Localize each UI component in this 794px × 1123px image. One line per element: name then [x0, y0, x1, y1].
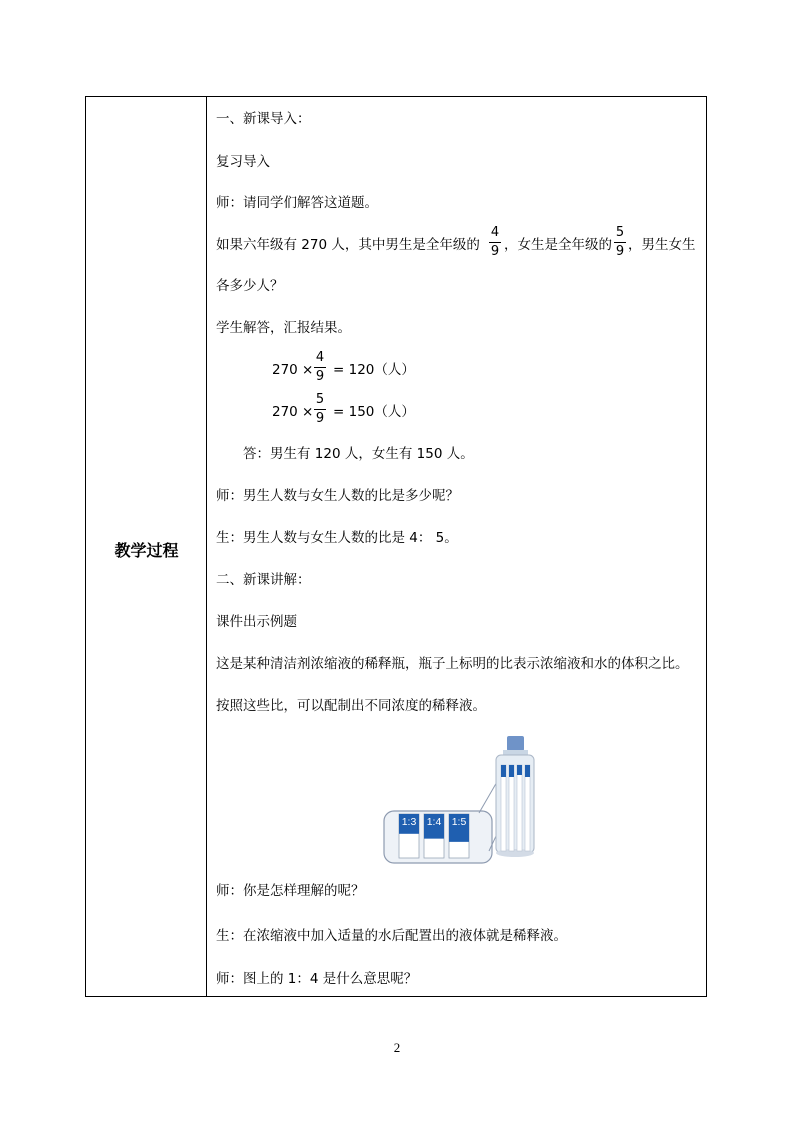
- bottle-stripe-fill: [525, 765, 530, 777]
- problem-line-1: [216, 236, 480, 254]
- problem-text-a: 如果六年级有 270 人，其中男生是全年级的: [216, 237, 480, 253]
- equation-1-fraction: [314, 351, 326, 384]
- fraction-denominator: 9: [615, 244, 625, 259]
- page-number: 2: [393, 1040, 401, 1055]
- fraction-numerator: 4: [315, 350, 325, 365]
- heading-new-lesson-intro: 一、新课导入：: [216, 111, 311, 127]
- ratio-label: 1:5: [451, 816, 467, 828]
- text-show-example: 课件出示例题: [216, 614, 297, 630]
- equation-1-left: 270 ×: [272, 362, 314, 378]
- text-teacher-prompt: 师：请同学们解答这道题。: [216, 195, 378, 211]
- fraction-numerator: 5: [315, 392, 325, 407]
- text-student-ratio-answer: 生：男生人数与女生人数的比是 4： 5。: [216, 530, 458, 546]
- fraction-bar: [489, 242, 501, 243]
- equation-2-right: = 150（人）: [333, 404, 415, 420]
- fraction-denominator: 9: [315, 411, 325, 426]
- equation-2-fraction: [314, 393, 326, 426]
- fraction-boys: [489, 226, 501, 259]
- ratio-label: 1:3: [401, 816, 417, 828]
- equation-2-left: 270 ×: [272, 404, 314, 420]
- text-teacher-1-4-meaning: 师：图上的 1：4 是什么意思呢？: [216, 971, 418, 987]
- fraction-bar: [314, 409, 326, 410]
- fraction-numerator: 4: [490, 225, 500, 240]
- fraction-bar: [314, 367, 326, 368]
- fraction-bar: [614, 242, 626, 243]
- bottle-stripe: [525, 765, 530, 851]
- fraction-denominator: 9: [490, 244, 500, 259]
- bottle-cap: [507, 736, 524, 751]
- ratio-gauges: [399, 814, 469, 858]
- ratio-label: 1:4: [426, 816, 442, 828]
- bottle-stripe: [509, 765, 514, 851]
- bottle-stripe-fill: [501, 765, 506, 777]
- text-teacher-question-ratio: 师：男生人数与女生人数的比是多少呢？: [216, 488, 459, 504]
- text-students-answer: 学生解答，汇报结果。: [216, 320, 351, 336]
- section-label: 教学过程: [114, 541, 179, 560]
- problem-text-c: ，男生女生: [628, 237, 696, 253]
- text-review-intro: 复习导入: [216, 154, 270, 170]
- text-bottle-description: 这是某种清洁剂浓缩液的稀释瓶，瓶子上标明的比表示浓缩液和水的体积之比。: [216, 656, 689, 672]
- bottle-stripe-fill: [509, 765, 514, 777]
- dilution-bottle-illustration: [383, 735, 543, 865]
- text-mixing-description: 按照这些比，可以配制出不同浓度的稀释液。: [216, 698, 486, 714]
- fraction-numerator: 5: [615, 225, 625, 240]
- problem-text-b: ，女生是全年级的: [504, 237, 612, 253]
- problem-line-2: 各多少人？: [216, 278, 284, 294]
- fraction-denominator: 9: [315, 369, 325, 384]
- bottle-stripe: [517, 765, 522, 851]
- bottle-stripe-fill: [517, 765, 522, 775]
- text-student-dilution: 生：在浓缩液中加入适量的水后配置出的液体就是稀释液。: [216, 928, 567, 944]
- equation-1-right: = 120（人）: [333, 362, 415, 378]
- bottle-stripe: [501, 765, 506, 851]
- fraction-girls: [614, 226, 626, 259]
- heading-new-lesson-explain: 二、新课讲解：: [216, 572, 311, 588]
- section-label-cell: [86, 97, 207, 996]
- answer-line: 答：男生有 120 人，女生有 150 人。: [243, 446, 474, 462]
- text-teacher-understanding: 师：你是怎样理解的呢？: [216, 883, 365, 899]
